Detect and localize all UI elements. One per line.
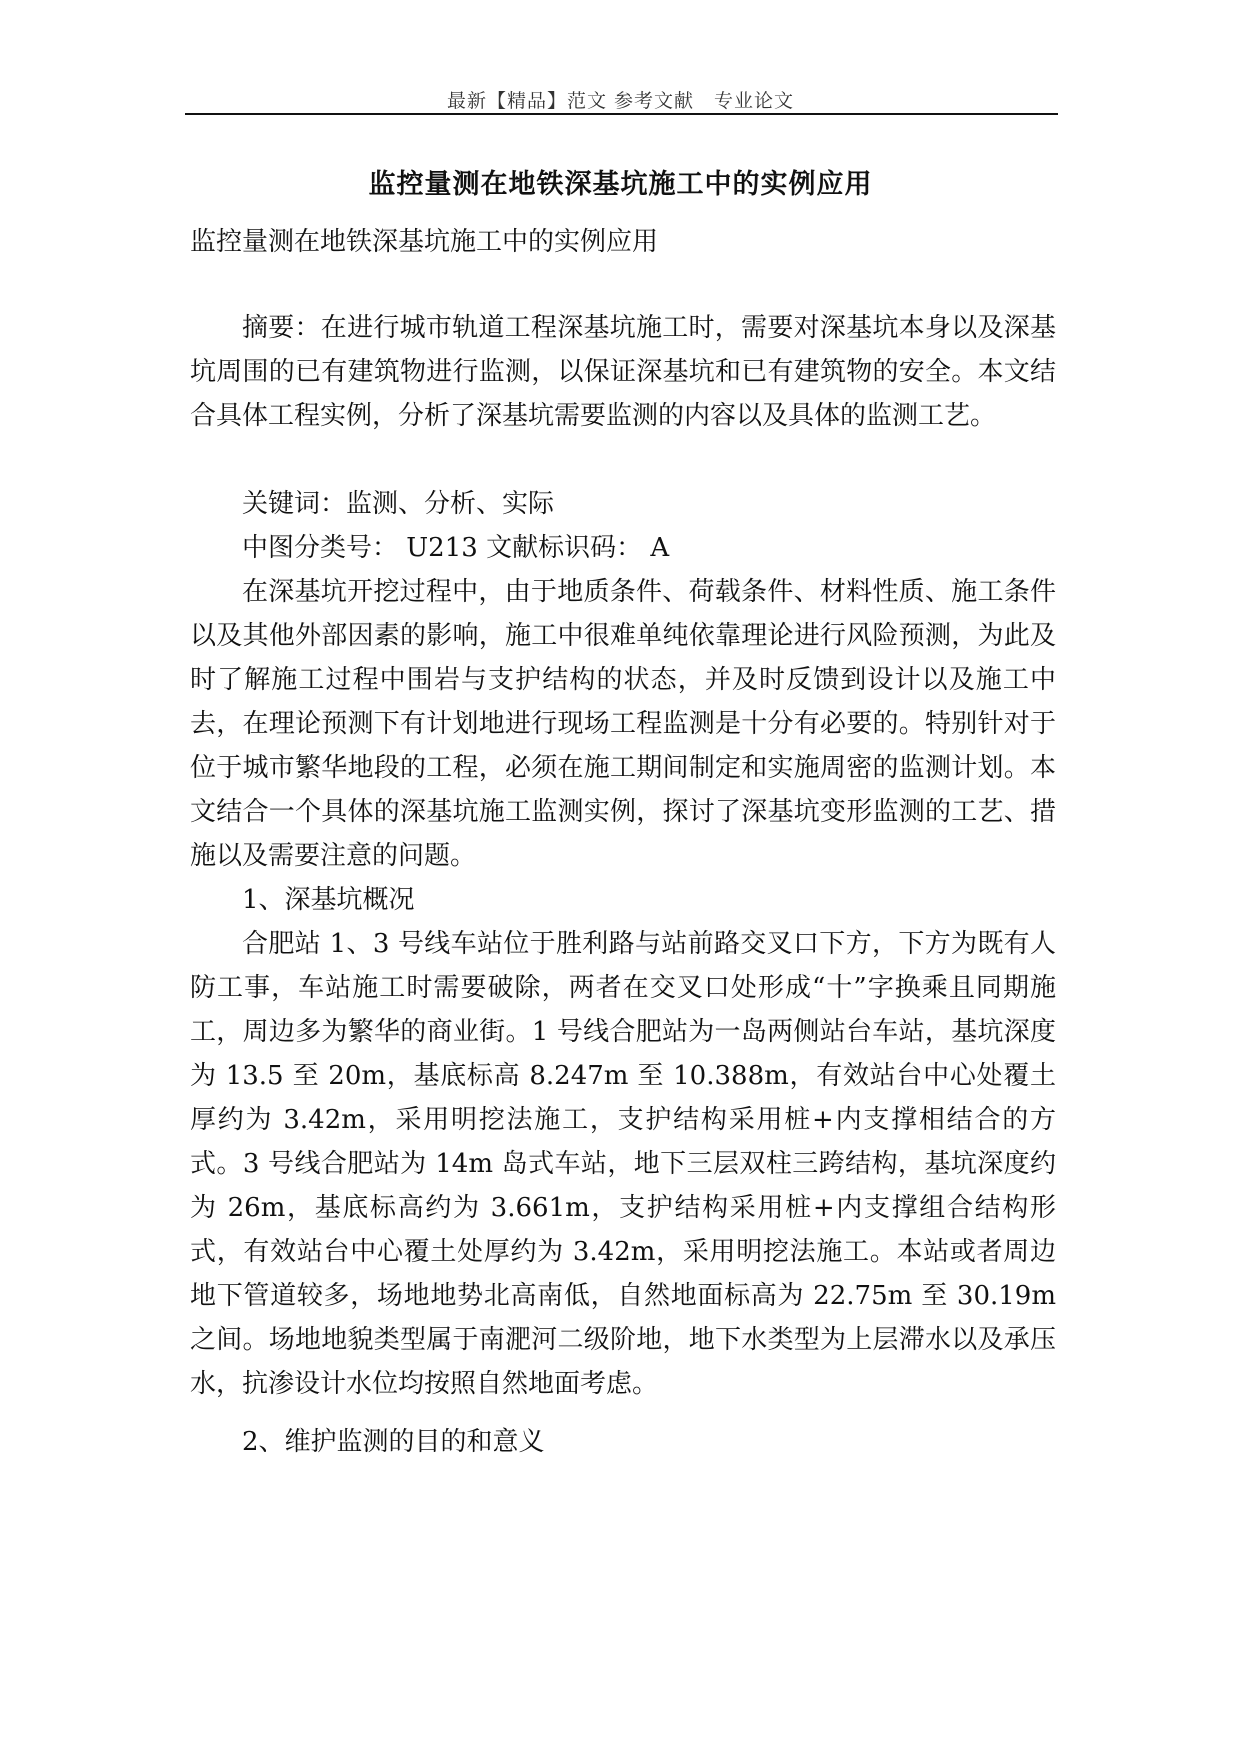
classification-line: 中图分类号： U213 文献标识码： A bbox=[242, 533, 670, 563]
header-divider bbox=[185, 113, 1058, 115]
document-title: 监控量测在地铁深基坑施工中的实例应用 bbox=[368, 169, 873, 200]
section-1-heading: 1、深基坑概况 bbox=[242, 885, 415, 915]
section-1-body: 合肥站 1、3 号线车站位于胜利路与站前路交叉口下方，下方为既有人防工事，车站施工时需要破除，两者在交叉口处形成“十”字换乘且同期施工，周边多为繁华的商业街。1 号线合肥站为一岛两侧站台车站，基坑深度为 13.5 至 20m，基底标高 8.247m 至 10.388m，有效站台中心处覆土厚约为 3.42m，采用明挖法施工，支护结构采用桩+内支撑相结合的方式。3 号线合肥站为 14m 岛式车站，地下三层双柱三跨结构，基坑深度约为 26m，基底标高约为 3.661m，支护结构采用桩+内支撑组合结构形式，有效站台中心覆土处厚约为 3.42m，采用明挖法施工。本站或者周边地下管道较多，场地地势北高南低，自然地面标高为 22.75m 至 30.19m 之间。场地地貌类型属于南淝河二级阶地，地下水类型为上层滞水以及承压水，抗渗设计水位均按照自然地面考虑。 bbox=[190, 929, 1056, 1399]
keywords-line: 关键词：监测、分析、实际 bbox=[242, 489, 555, 519]
page-header: 最新【精品】范文 参考文献 专业论文 bbox=[446, 90, 795, 112]
intro-paragraph: 在深基坑开挖过程中，由于地质条件、荷载条件、材料性质、施工条件以及其他外部因素的影响，施工中很难单纯依靠理论进行风险预测，为此及时了解施工过程中围岩与支护结构的状态，并及时反馈到设计以及施工中去，在理论预测下有计划地进行现场工程监测是十分有必要的。特别针对于位于城市繁华地段的工程，必须在施工期间制定和实施周密的监测计划。本文结合一个具体的深基坑施工监测实例，探讨了深基坑变形监测的工艺、措施以及需要注意的问题。 bbox=[190, 577, 1056, 871]
document-body bbox=[190, 220, 1056, 1464]
abstract-paragraph: 摘要：在进行城市轨道工程深基坑施工时，需要对深基坑本身以及深基坑周围的已有建筑物进行监测，以保证深基坑和已有建筑物的安全。本文结合具体工程实例，分析了深基坑需要监测的内容以及具体的监测工艺。 bbox=[190, 313, 1056, 431]
section-2-heading: 2、维护监测的目的和意义 bbox=[242, 1427, 545, 1457]
document-subtitle: 监控量测在地铁深基坑施工中的实例应用 bbox=[190, 227, 659, 257]
